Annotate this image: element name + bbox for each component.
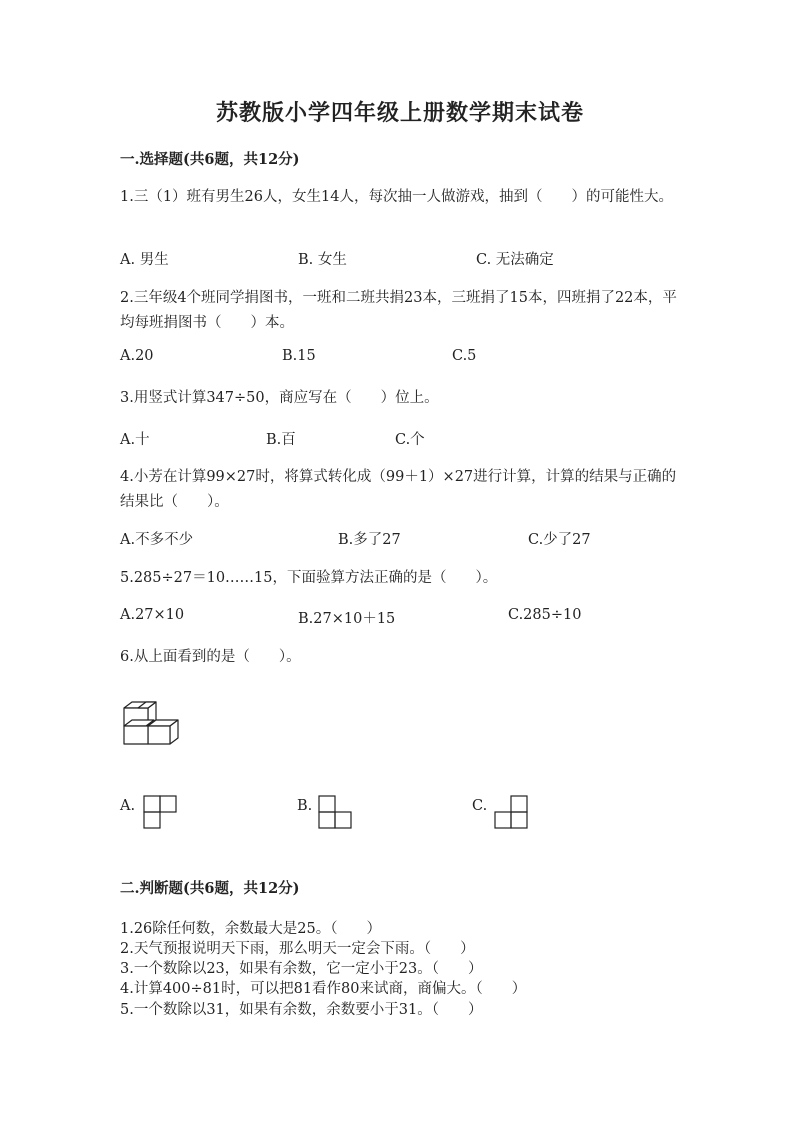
question-2-option-c: C.5: [452, 348, 477, 364]
cube-stack-figure: [118, 700, 184, 750]
question-5-option-a: A.27×10: [120, 607, 185, 623]
question-3-text: 3.用竖式计算347÷50，商应写在（ ）位上。: [120, 390, 439, 406]
judgment-item-1: 1.26除任何数，余数最大是25。（ ）: [120, 921, 381, 937]
question-3-option-c: C.个: [395, 432, 425, 448]
question-6-option-a: A.: [120, 798, 136, 814]
question-6-text: 6.从上面看到的是（ ）。: [120, 649, 301, 665]
judgment-item-4: 4.计算400÷81时，可以把81看作80来试商，商偏大。（ ）: [120, 981, 527, 997]
judgment-item-2: 2.天气预报说明天下雨，那么明天一定会下雨。（ ）: [120, 941, 475, 957]
question-3-option-a: A.十: [120, 432, 150, 448]
top-view-c-icon: [494, 795, 530, 831]
question-4-option-b: B.多了27: [338, 532, 401, 548]
top-view-a-icon: [143, 795, 179, 831]
question-5-option-c: C.285÷10: [508, 607, 582, 623]
question-6-option-b: B.: [297, 798, 313, 814]
judgment-item-5: 5.一个数除以31，如果有余数，余数要小于31。（ ）: [120, 1002, 483, 1018]
section-heading-choice: 一.选择题(共6题，共12分): [120, 151, 300, 168]
question-4-option-c: C.少了27: [528, 532, 591, 548]
question-3-option-b: B.百: [266, 432, 296, 448]
question-1-option-b: B. 女生: [298, 252, 347, 268]
question-2-option-b: B.15: [282, 348, 316, 364]
question-5-option-b: B.27×10＋15: [298, 611, 396, 627]
question-4-option-a: A.不多不少: [120, 532, 194, 548]
question-1-text: 1.三（1）班有男生26人，女生14人，每次抽一人做游戏，抽到（ ）的可能性大。: [120, 189, 673, 205]
question-5-text: 5.285÷27＝10……15，下面验算方法正确的是（ ）。: [120, 570, 498, 586]
section-heading-judgment: 二.判断题(共6题，共12分): [120, 880, 300, 897]
judgment-item-3: 3.一个数除以23，如果有余数，它一定小于23。（ ）: [120, 961, 483, 977]
question-2-text: 2.三年级4个班同学捐图书，一班和二班共捐23本，三班捐了15本，四班捐了22本，平均每班捐图书（ ）本。: [120, 290, 677, 331]
question-4-text: 4.小芳在计算99×27时，将算式转化成（99＋1）×27进行计算，计算的结果与正确的结果比（ ）。: [120, 469, 677, 510]
question-6-option-c: C.: [472, 798, 488, 814]
question-1-option-c: C. 无法确定: [476, 252, 554, 268]
page-title: 苏教版小学四年级上册数学期末试卷: [215, 100, 584, 126]
question-2-option-a: A.20: [120, 348, 154, 364]
top-view-b-icon: [318, 795, 354, 831]
question-1-option-a: A. 男生: [120, 252, 169, 268]
